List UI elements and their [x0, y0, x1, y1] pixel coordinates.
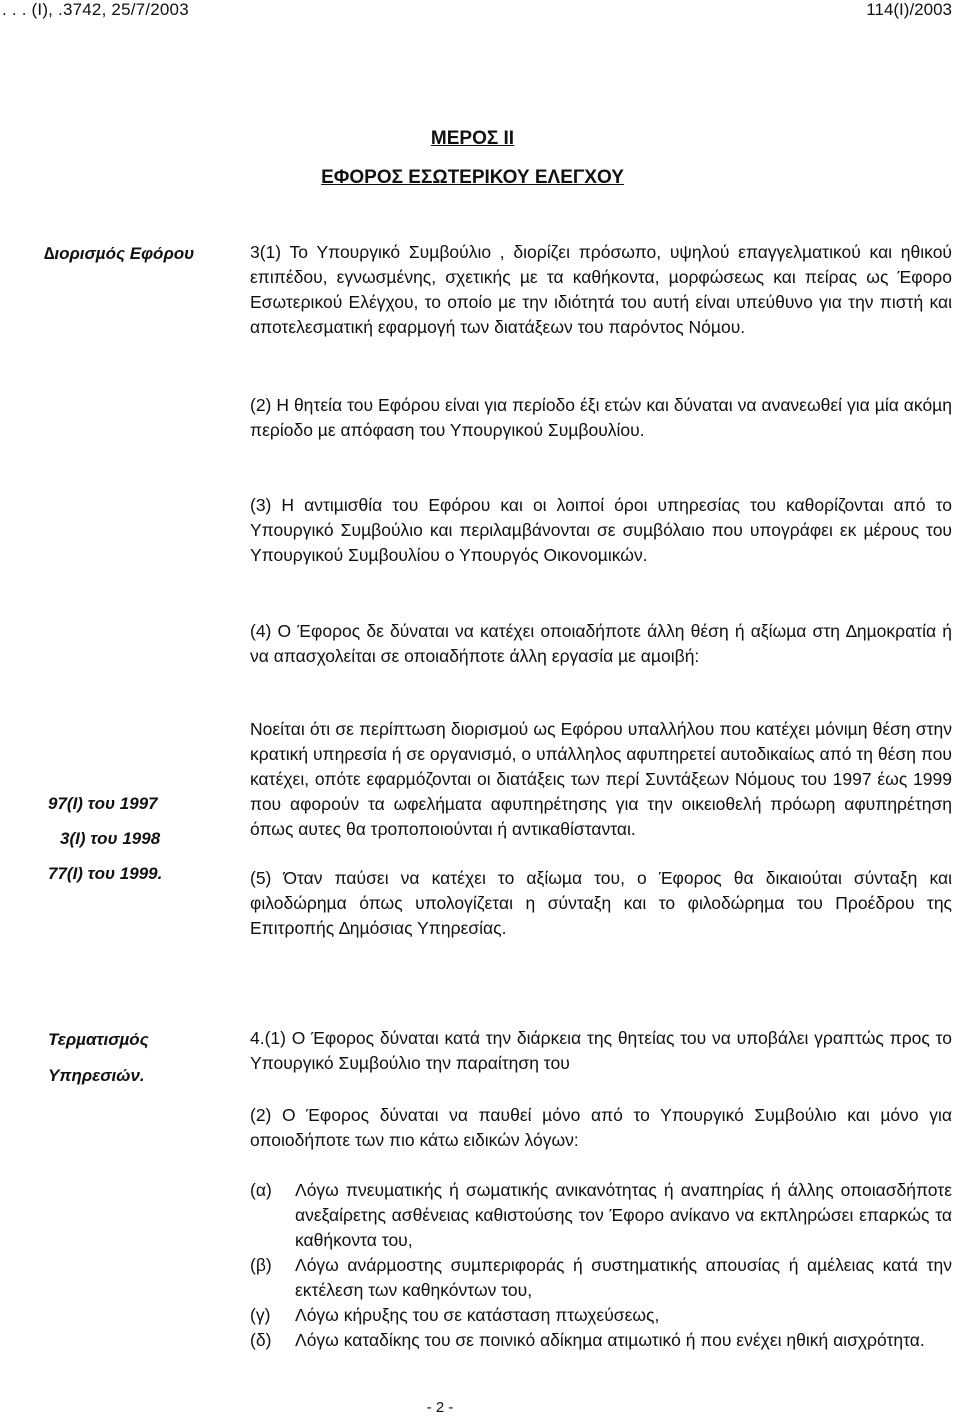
page-number: - 2 - — [426, 1399, 454, 1416]
paragraph-text: (3) Η αντιµισθία του Εφόρου και οι λοιποί όροι υπηρεσίας του καθορίζονται από το Υπουργικό Συµβούλιο και περιλαµβάνονται σε συµβόλαιο που υπογράφει εκ µέρους του Υπουργικού Συµβουλίου ο Υπουργός Οικονοµικών. — [250, 495, 952, 565]
paragraph-text: Νοείται ότι σε περίπτωση διορισµού ως Εφόρου υπαλλήλου που κατέχει µόνιµη θέση στην κρατική υπηρεσία ή σε οργανισµό, ο υπάλληλος αφυπηρετεί αυτοδικαίως από τη θέση που κατέχει, οπότε εφαρµόζονται οι διατάξεις των περί Συντάξεων Νόµους του 1997 έως 1999 που αφορούν τα ωφελήµατα αφυπηρέτησης για την οικειοθελή πρόωρη αφυπηρέτηση όπως αυτες θα τροποποιούνται ή αντικαθίστανται. — [250, 719, 952, 839]
list-item-label: (β) — [250, 1255, 272, 1275]
section-3-paragraph-5 — [250, 866, 952, 941]
section-3-proviso — [250, 717, 952, 842]
list-item — [250, 1328, 952, 1353]
paragraph-text: (5) Όταν παύσει να κατέχει το αξίωµα του, ο Έφορος θα δικαιούται σύνταξη και φιλοδώρηµα όπως υπολογίζεται η σύνταξη και το φιλοδώρηµα του Προέδρου της Επιτροπής ∆ηµόσιας Υπηρεσίας. — [250, 868, 952, 938]
list-item-label: (δ) — [250, 1330, 272, 1350]
margin-note-law-1998: 3(Ι) του 1998 — [60, 829, 161, 848]
section-3-paragraph-1 — [250, 240, 952, 340]
section-4-paragraph-1 — [250, 1026, 952, 1076]
paragraph-text: (2) Η θητεία του Εφόρου είναι για περίοδο έξι ετών και δύναται να ανανεωθεί για µία ακόµη περίοδο µε απόφαση του Υπουργικού Συµβουλίου. — [250, 395, 952, 440]
page-header — [0, 0, 960, 20]
law-number: 114(Ι)/2003 — [866, 0, 952, 19]
section-3-paragraph-3 — [250, 493, 952, 568]
section-4-paragraph-2 — [250, 1103, 952, 1153]
margin-note-law-1997: 97(Ι) του 1997 — [48, 794, 158, 813]
list-item — [250, 1178, 952, 1253]
list-item-text: Λόγω κήρυξης του σε κατάσταση πτωχεύσεως, — [295, 1305, 660, 1325]
paragraph-text: 4.(1) Ο Έφορος δύναται κατά την διάρκεια της θητείας του να υποβάλει γραπτώς προς το Υπουργικό Συµβούλιο την παραίτηση του — [250, 1028, 952, 1073]
margin-note-appointment: ∆ιορισµός Εφόρου — [44, 244, 195, 263]
margin-note-law-1999: 77(Ι) του 1999. — [48, 864, 163, 883]
section-3-paragraph-2 — [250, 393, 952, 443]
margin-note-termination: Τερµατισµός — [48, 1030, 149, 1049]
part-subtitle: ΕΦΟΡΟΣ ΕΣΩΤΕΡΙΚΟΥ ΕΛΕΓΧΟΥ — [321, 167, 624, 188]
paragraph-text: 3(1) Το Υπουργικό Συµβούλιο , διορίζει πρόσωπο, υψηλού επαγγελµατικού και ηθικού επιπέδου, εγνωσµένης, σχετικής µε τα καθήκοντα, µορφώσεως και πείρας ως Έφορο Εσωτερικού Ελέγχου, το οποίο µε την ιδιότητά του αυτή είναι υπεύθυνο για την πιστή και αποτελεσµατική εφαρµογή των διατάξεων του παρόντος Νόµου. — [250, 242, 952, 337]
list-item — [250, 1253, 952, 1303]
list-item-text: Λόγω ανάρµοστης συµπεριφοράς ή συστηµατικής απουσίας ή αµέλειας κατά την εκτέλεση των καθηκόντων του, — [295, 1255, 952, 1300]
section-3-paragraph-4 — [250, 619, 952, 669]
part-title: ΜΕΡΟΣ ΙΙ — [430, 128, 515, 149]
list-item-text: Λόγω καταδίκης του σε ποινικό αδίκηµα ατιµωτικό ή που ενέχει ηθική αισχρότητα. — [295, 1330, 925, 1350]
list-item — [250, 1303, 952, 1328]
list-item-text: Λόγω πνευµατικής ή σωµατικής ανικανότητας ή αναπηρίας ή άλλης οποιασδήποτε ανεξαίρετης ασθένειας καθιστούσης τον Έφορο ανίκανο να εκπληρώσει επαρκώς τα καθήκοντα του, — [295, 1180, 952, 1250]
paragraph-text: (2) Ο Έφορος δύναται να παυθεί µόνο από το Υπουργικό Συµβούλιο και µόνο για οποιοδήποτε των πιο κάτω ειδικών λόγων: — [250, 1105, 952, 1150]
margin-note-services: Υπηρεσιών. — [48, 1066, 145, 1085]
list-item-label: (γ) — [250, 1305, 271, 1325]
list-item-label: (α) — [250, 1180, 272, 1200]
gazette-reference: . . . (Ι), .3742, 25/7/2003 — [2, 0, 189, 19]
paragraph-text: (4) Ο Έφορος δε δύναται να κατέχει οποιαδήποτε άλλη θέση ή αξίωµα στη ∆ηµοκρατία ή να απασχολείται σε οποιαδήποτε άλλη εργασία µε αµοιβή: — [250, 621, 952, 666]
